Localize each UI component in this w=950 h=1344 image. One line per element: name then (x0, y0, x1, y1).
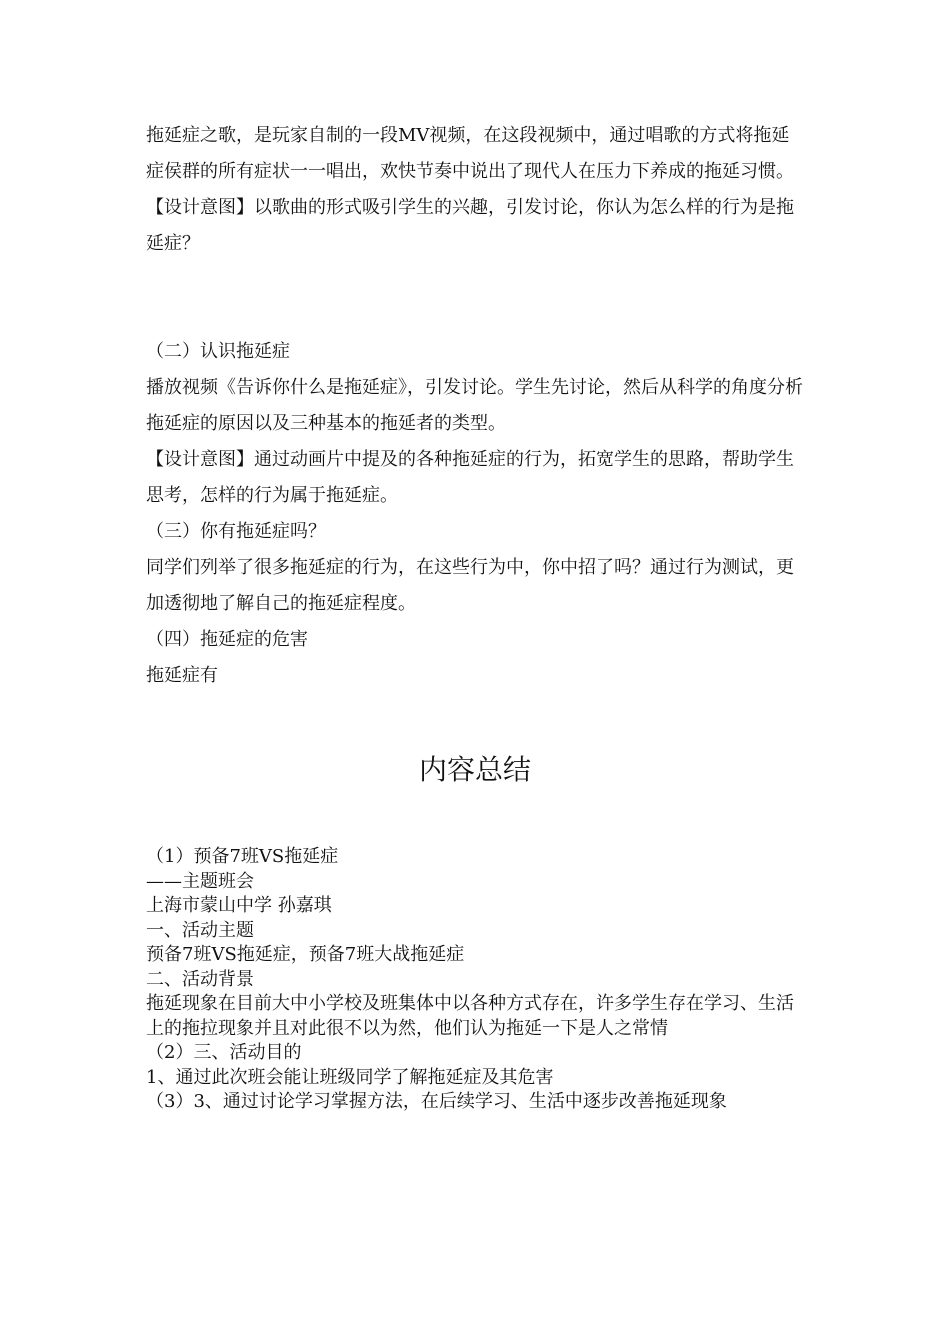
song-paragraph: 拖延症之歌，是玩家自制的一段MV视频，在这段视频中，通过唱歌的方式将拖延症侯群的所有症状一一唱出，欢快节奏中说出了现代人在压力下养成的拖延习惯。 (146, 125, 794, 182)
summary-line: 拖延现象在目前大中小学校及班集体中以各种方式存在，许多学生存在学习、生活上的拖拉现象并且对此很不以为然，他们认为拖延一下是人之常情 (146, 993, 794, 1039)
summary-line: 1、通过此次班会能让班级同学了解拖延症及其危害 (146, 1066, 554, 1088)
heading-recognize: （二）认识拖延症 (146, 341, 290, 362)
summary-title: 内容总结 (418, 753, 531, 786)
summary-line: 二、活动背景 (146, 968, 254, 990)
design-intent-2: 【设计意图】通过动画片中提及的各种拖延症的行为，拓宽学生的思路，帮助学生思考，怎样的行为属于拖延症。 (146, 449, 794, 506)
test-paragraph: 同学们列举了很多拖延症的行为，在这些行为中，你中招了吗？通过行为测试，更加透彻地了解自己的拖延症程度。 (146, 557, 794, 614)
summary-line: （3）3、通过讨论学习掌握方法，在后续学习、生活中逐步改善拖延现象 (146, 1091, 727, 1112)
spacer (146, 262, 806, 334)
summary-line: （1）预备7班VS拖延症 (146, 846, 339, 867)
summary-line: （2）三、活动目的 (146, 1042, 302, 1063)
summary-body (146, 845, 808, 1115)
harm-paragraph: 拖延症有 (146, 665, 218, 686)
summary-line: ——主题班会 (146, 870, 254, 892)
summary-line: 一、活动主题 (146, 919, 254, 941)
summary-line: 上海市蒙山中学 孙嘉琪 (146, 895, 332, 916)
design-intent-1: 【设计意图】以歌曲的形式吸引学生的兴趣，引发讨论，你认为怎么样的行为是拖延症？ (146, 197, 794, 254)
summary-line: 预备7班VS拖延症，预备7班大战拖延症 (146, 944, 465, 965)
heading-harm: （四）拖延症的危害 (146, 629, 308, 650)
heading-do-you-have: （三）你有拖延症吗？ (146, 521, 326, 542)
lesson-body (146, 118, 806, 694)
video-paragraph: 播放视频《告诉你什么是拖延症》，引发讨论。学生先讨论，然后从科学的角度分析拖延症的原因以及三种基本的拖延者的类型。 (146, 377, 803, 434)
